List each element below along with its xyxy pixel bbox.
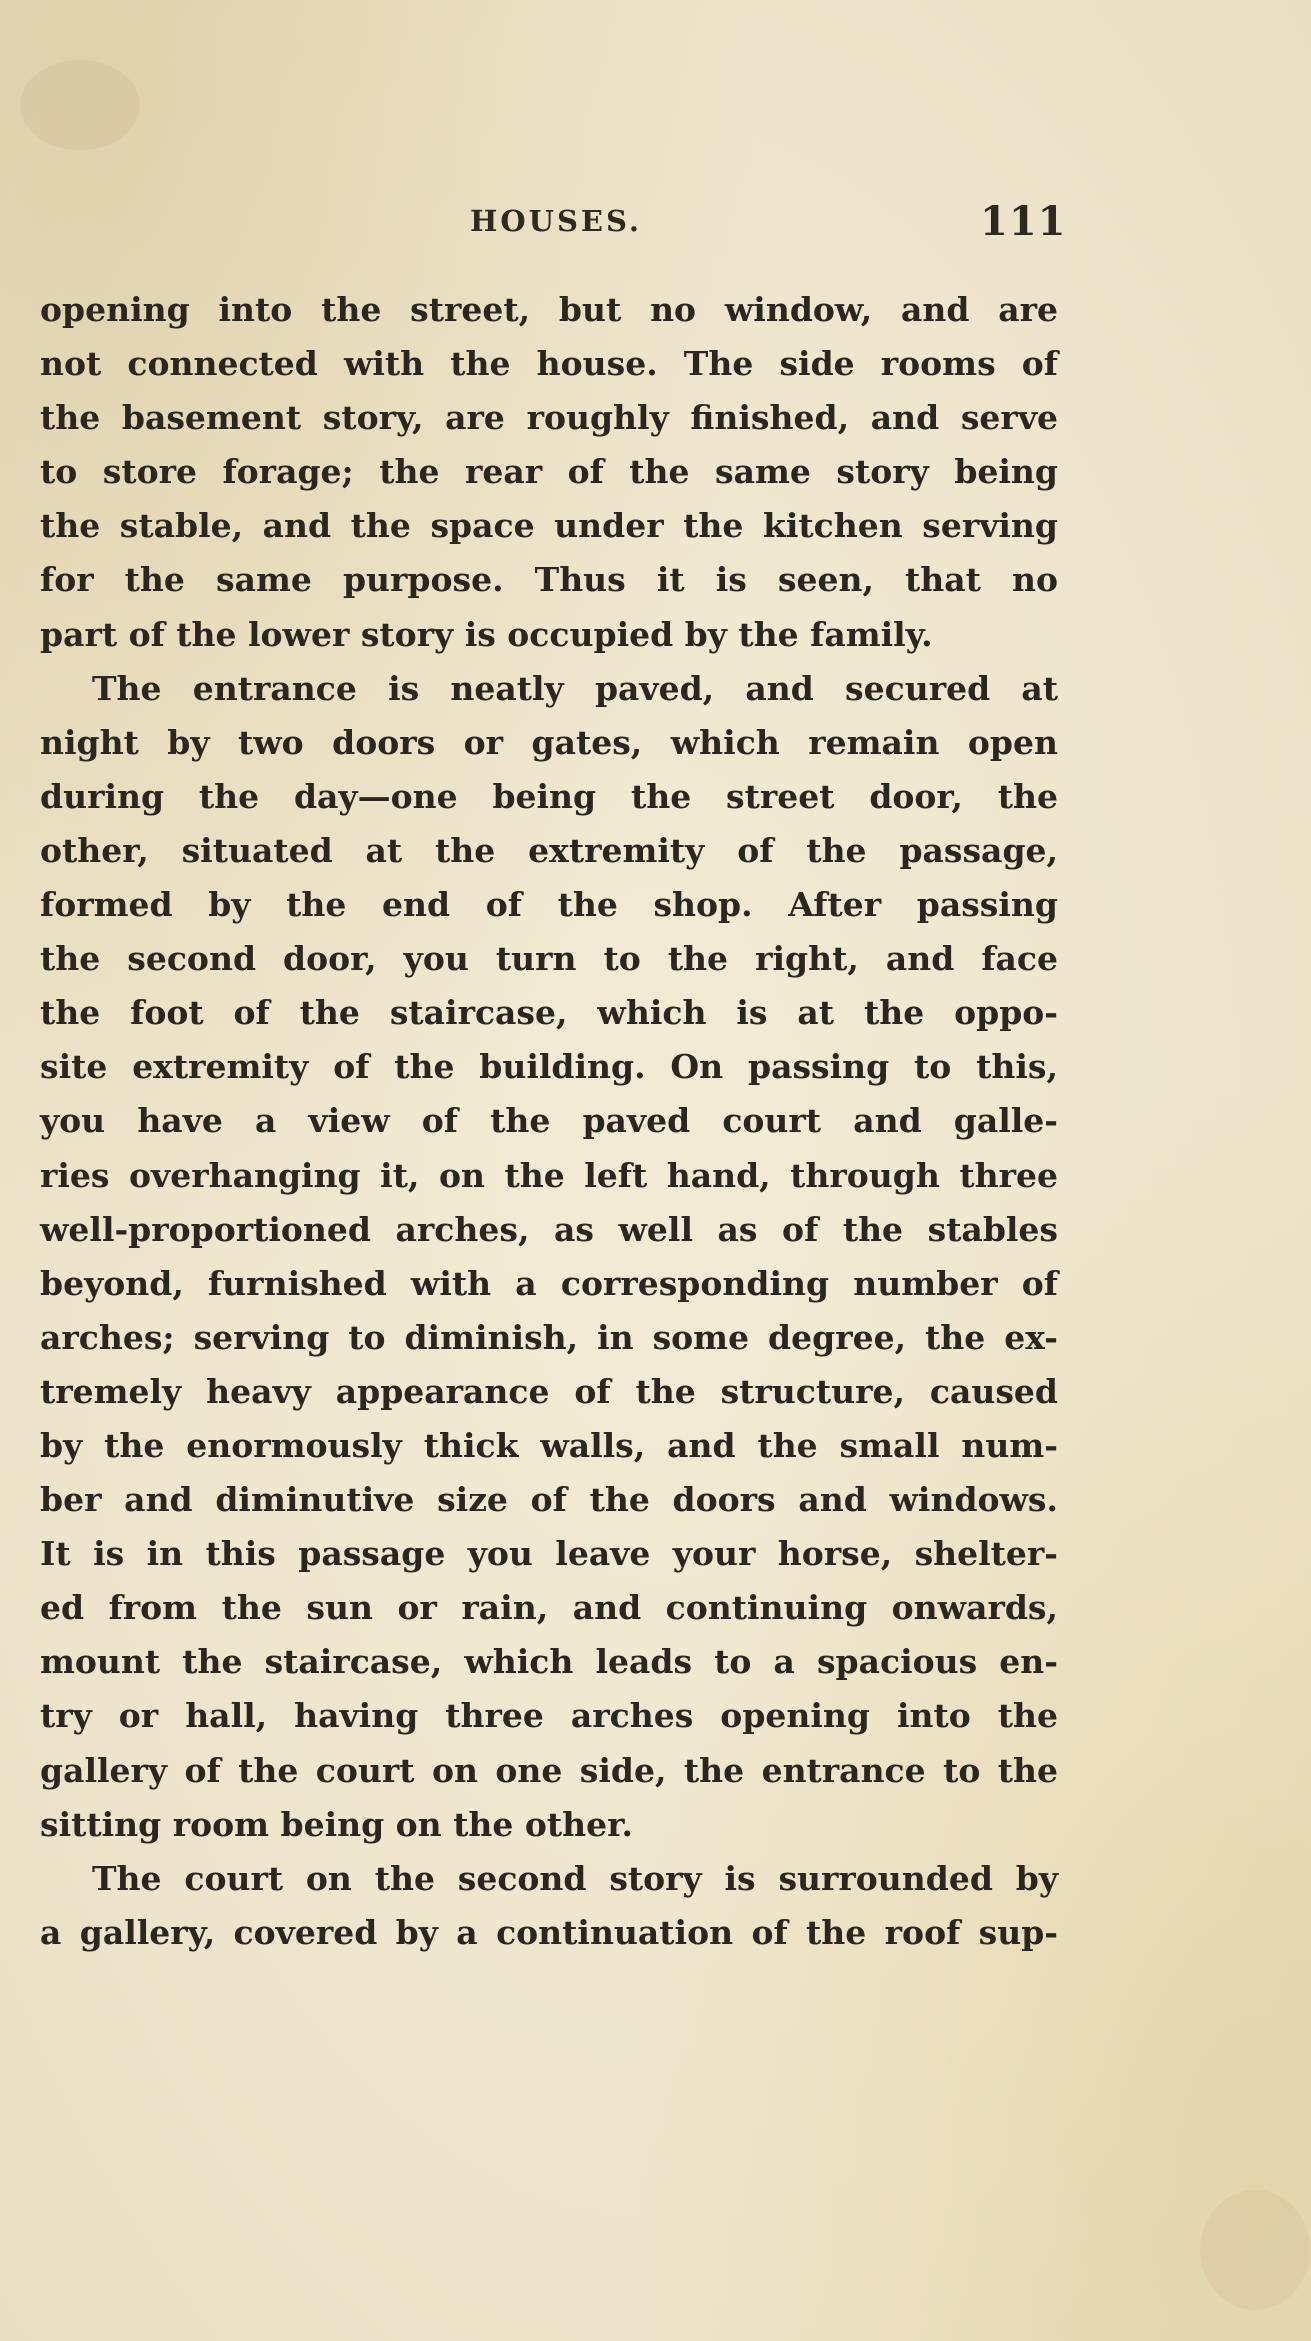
text-line: for the same purpose. Thus it is seen, that no <box>40 560 1058 600</box>
text-line: the second door, you turn to the right, and face <box>40 939 1058 979</box>
text-line: beyond, furnished with a corresponding number of <box>40 1263 1058 1303</box>
text-line: ed from the sun or rain, and continuing onwards, <box>40 1588 1058 1628</box>
text-line: ries overhanging it, on the left hand, through three <box>40 1155 1058 1195</box>
paper-stain <box>20 60 140 150</box>
body-text <box>40 283 1058 1960</box>
text-line: tremely heavy appearance of the structure, caused <box>40 1371 1058 1411</box>
paper-stain <box>1200 2190 1310 2310</box>
text-line: by the enormously thick walls, and the small num- <box>40 1425 1058 1465</box>
text-line: not connected with the house. The side rooms of <box>40 344 1058 384</box>
text-line: part of the lower story is occupied by the family. <box>40 614 933 654</box>
text-line: during the day—one being the street door, the <box>40 776 1058 816</box>
text-line: ber and diminutive size of the doors and windows. <box>40 1480 1058 1520</box>
text-line: arches; serving to diminish, in some degree, the ex- <box>40 1317 1058 1357</box>
text-line: the basement story, are roughly finished, and serve <box>40 398 1058 438</box>
text-line: gallery of the court on one side, the entrance to the <box>40 1750 1058 1790</box>
page-number: 111 <box>980 198 1067 245</box>
text-line: site extremity of the building. On passing to this, <box>40 1047 1058 1087</box>
text-line: well-proportioned arches, as well as of the stables <box>40 1209 1058 1249</box>
text-line: sitting room being on the other. <box>40 1804 633 1844</box>
text-line: a gallery, covered by a continuation of the roof sup- <box>40 1912 1058 1952</box>
running-title: HOUSES. <box>470 204 643 238</box>
text-line: you have a view of the paved court and galle- <box>40 1101 1058 1141</box>
text-line: mount the staircase, which leads to a spacious en- <box>40 1642 1058 1682</box>
text-line: night by two doors or gates, which remain open <box>40 722 1058 762</box>
running-head <box>0 198 1311 248</box>
text-line: try or hall, having three arches opening into the <box>40 1696 1058 1736</box>
text-line: the foot of the staircase, which is at the oppo- <box>40 993 1058 1033</box>
text-line: The entrance is neatly paved, and secured at <box>92 668 1058 708</box>
text-line: formed by the end of the shop. After passing <box>40 885 1058 925</box>
text-line: to store forage; the rear of the same story being <box>40 452 1058 492</box>
text-line: other, situated at the extremity of the passage, <box>40 830 1058 870</box>
text-line: opening into the street, but no window, and are <box>40 290 1058 329</box>
text-line: It is in this passage you leave your horse, shelter- <box>40 1534 1058 1574</box>
text-line: the stable, and the space under the kitchen serving <box>40 506 1058 546</box>
text-line: The court on the second story is surrounded by <box>92 1858 1058 1898</box>
